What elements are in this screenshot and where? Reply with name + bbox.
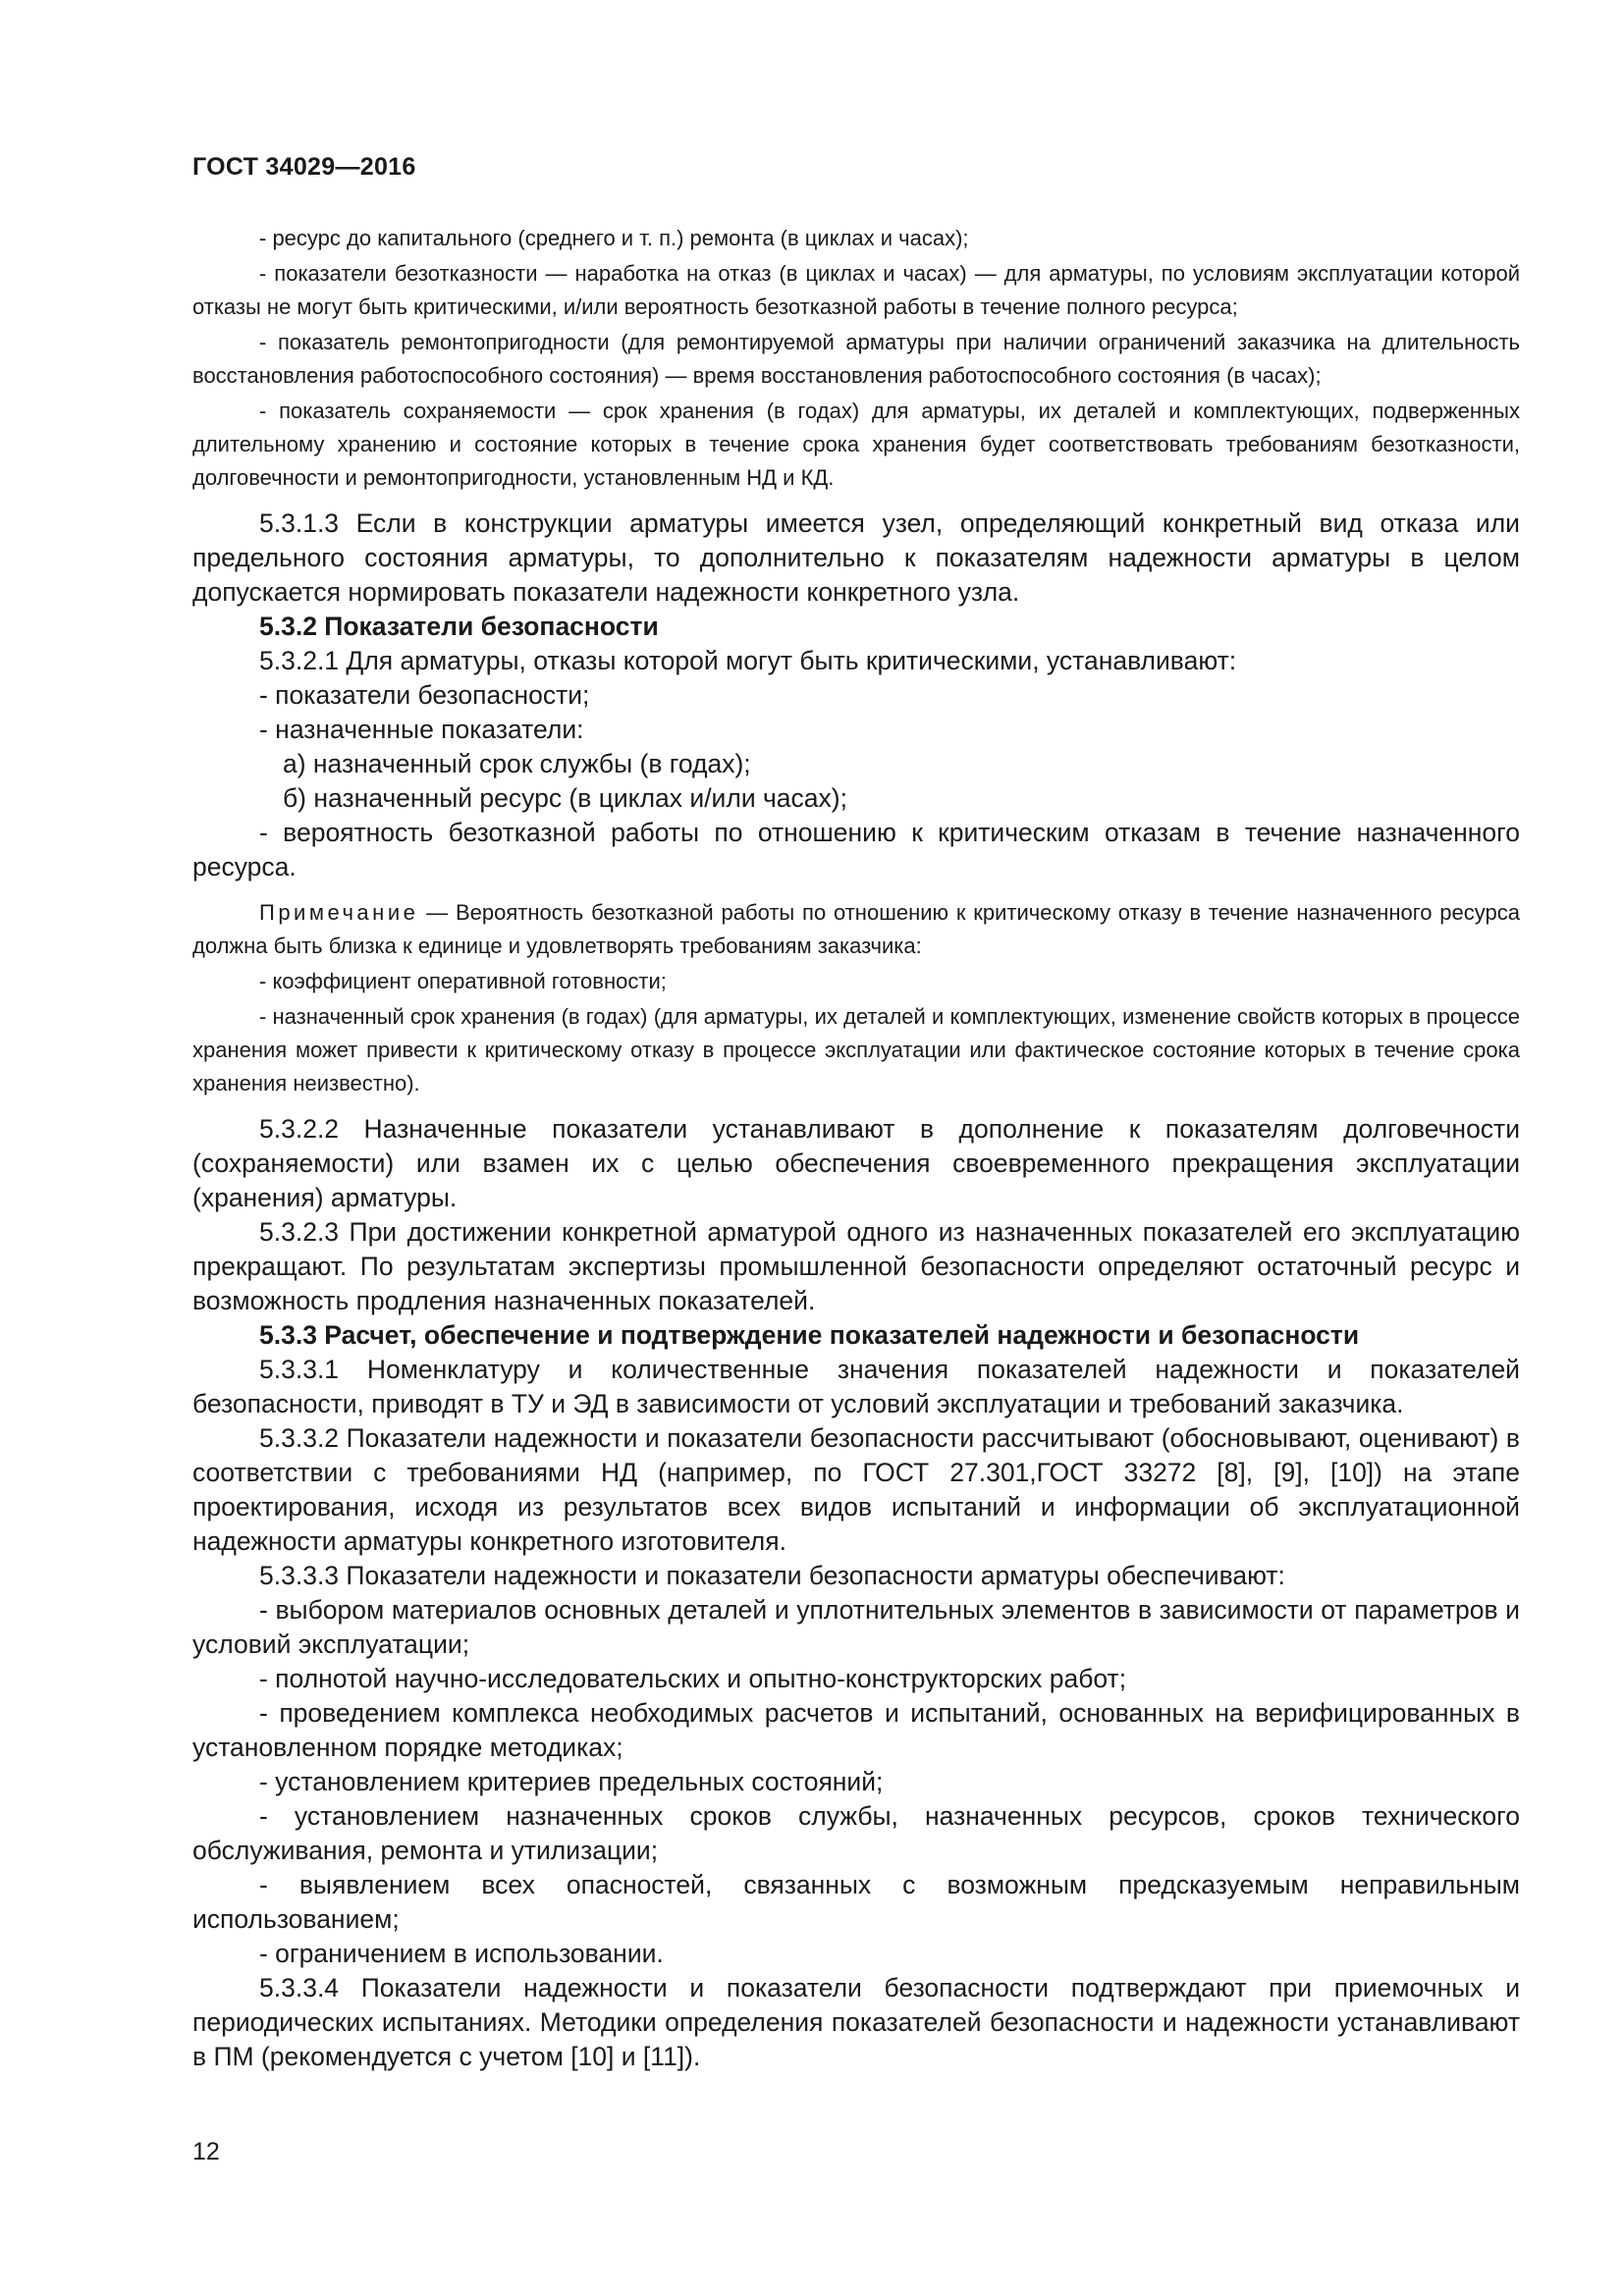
note-item: - коэффициент оперативной готовности; <box>259 969 667 993</box>
paragraph: 5.3.3.4 Показатели надежности и показатели безопасности подтверждают при приемочных и периодических испытаниях. Методики определения показателей безопасности и надежности устанавливают в ПМ (рекомендуется с учетом [10] и [11]). <box>192 1973 1520 2071</box>
list-item: - установлением критериев предельных состояний; <box>259 1767 884 1796</box>
paragraph: 5.3.3.2 Показатели надежности и показатели безопасности рассчитывают (обосновывают, оценивают) в соответствии с требованиями НД (например, по ГОСТ 27.301,ГОСТ 33272 [8], [9], [10]) на этапе проектирования, исходя из результатов всех видов испытаний и информации об эксплуатационной надежности арматуры конкретного изготовителя. <box>192 1423 1520 1556</box>
list-item: - ограничением в использовании. <box>259 1939 664 1968</box>
paragraph: 5.3.2.1 Для арматуры, отказы которой могут быть критическими, устанавливают: <box>259 646 1237 675</box>
section-heading: 5.3.2 Показатели безопасности <box>259 612 659 641</box>
list-item: а) назначенный срок службы (в годах); <box>283 749 751 778</box>
note-item: - назначенный срок хранения (в годах) (для арматуры, их деталей и комплектующих, изменение свойств которых в процессе хранения может привести к критическому отказу в процессе эксплуатации или фактическое состояние которых в течение срока хранения неизвестно). <box>192 1004 1520 1095</box>
note-text: — Вероятность безотказной работы по отношению к критическому отказу в течение назначенного ресурса должна быть близка к единице и удовлетворять требованиям заказчика: <box>192 900 1520 958</box>
paragraph: 5.3.2.3 При достижении конкретной арматурой одного из назначенных показателей его эксплуатацию прекращают. По результатам экспертизы промышленной безопасности определяют остаточный ресурс и возможность продления назначенных показателей. <box>192 1217 1520 1315</box>
note <box>192 896 1520 963</box>
list-item: - установлением назначенных сроков службы, назначенных ресурсов, сроков технического обслуживания, ремонта и утилизации; <box>192 1801 1520 1865</box>
document-header: ГОСТ 34029—2016 <box>192 153 416 181</box>
paragraph: - показатель сохраняемости — срок хранения (в годах) для арматуры, их деталей и комплектующих, подверженных длительному хранению и состояние которых в течение срока хранения будет соответствовать требованиям безотказности, долговечности и ремонтопригодности, установленным НД и КД. <box>192 399 1520 490</box>
list-item: - проведением комплекса необходимых расчетов и испытаний, основанных на верифицированных в установленном порядке методиках; <box>192 1698 1520 1762</box>
paragraph: - показатель ремонтопригодности (для ремонтируемой арматуры при наличии ограничений заказчика на длительность восстановления работоспособного состояния) — время восстановления работоспособного состояния (в часах); <box>192 330 1520 388</box>
list-item: - полнотой научно-исследовательских и опытно-конструкторских работ; <box>259 1664 1127 1693</box>
page-body <box>192 222 1520 2074</box>
paragraph: 5.3.3.1 Номенклатуру и количественные значения показателей надежности и показателей безопасности, приводят в ТУ и ЭД в зависимости от условий эксплуатации и требований заказчика. <box>192 1355 1520 1418</box>
paragraph: - показатели безотказности — наработка на отказ (в циклах и часах) — для арматуры, по условиям эксплуатации которой отказы не могут быть критическими, и/или вероятность безотказной работы в течение полного ресурса; <box>192 261 1520 319</box>
list-item: - вероятность безотказной работы по отношению к критическим отказам в течение назначенного ресурса. <box>192 818 1520 881</box>
list-item: - показатели безопасности; <box>259 680 590 710</box>
note-label: Примечание <box>259 900 419 925</box>
list-item: - выявлением всех опасностей, связанных с возможным предсказуемым неправильным использованием; <box>192 1870 1520 1934</box>
section-heading: 5.3.3 Расчет, обеспечение и подтверждение показателей надежности и безопасности <box>259 1320 1360 1350</box>
paragraph: - ресурс до капитального (среднего и т. п.) ремонта (в циклах и часах); <box>259 226 969 250</box>
page-number: 12 <box>192 2138 220 2165</box>
paragraph: 5.3.3.3 Показатели надежности и показатели безопасности арматуры обеспечивают: <box>259 1561 1285 1590</box>
list-item: - выбором материалов основных деталей и уплотнительных элементов в зависимости от параметров и условий эксплуатации; <box>192 1595 1520 1659</box>
paragraph: 5.3.2.2 Назначенные показатели устанавливают в дополнение к показателям долговечности (сохраняемости) или взамен их с целью обеспечения своевременного прекращения эксплуатации (хранения) арматуры. <box>192 1114 1520 1212</box>
list-item: - назначенные показатели: <box>259 715 584 744</box>
list-item: б) назначенный ресурс (в циклах и/или часах); <box>283 783 847 813</box>
paragraph: 5.3.1.3 Если в конструкции арматуры имеется узел, определяющий конкретный вид отказа или предельного состояния арматуры, то дополнительно к показателям надежности арматуры в целом допускается нормировать показатели надежности конкретного узла. <box>192 508 1520 607</box>
